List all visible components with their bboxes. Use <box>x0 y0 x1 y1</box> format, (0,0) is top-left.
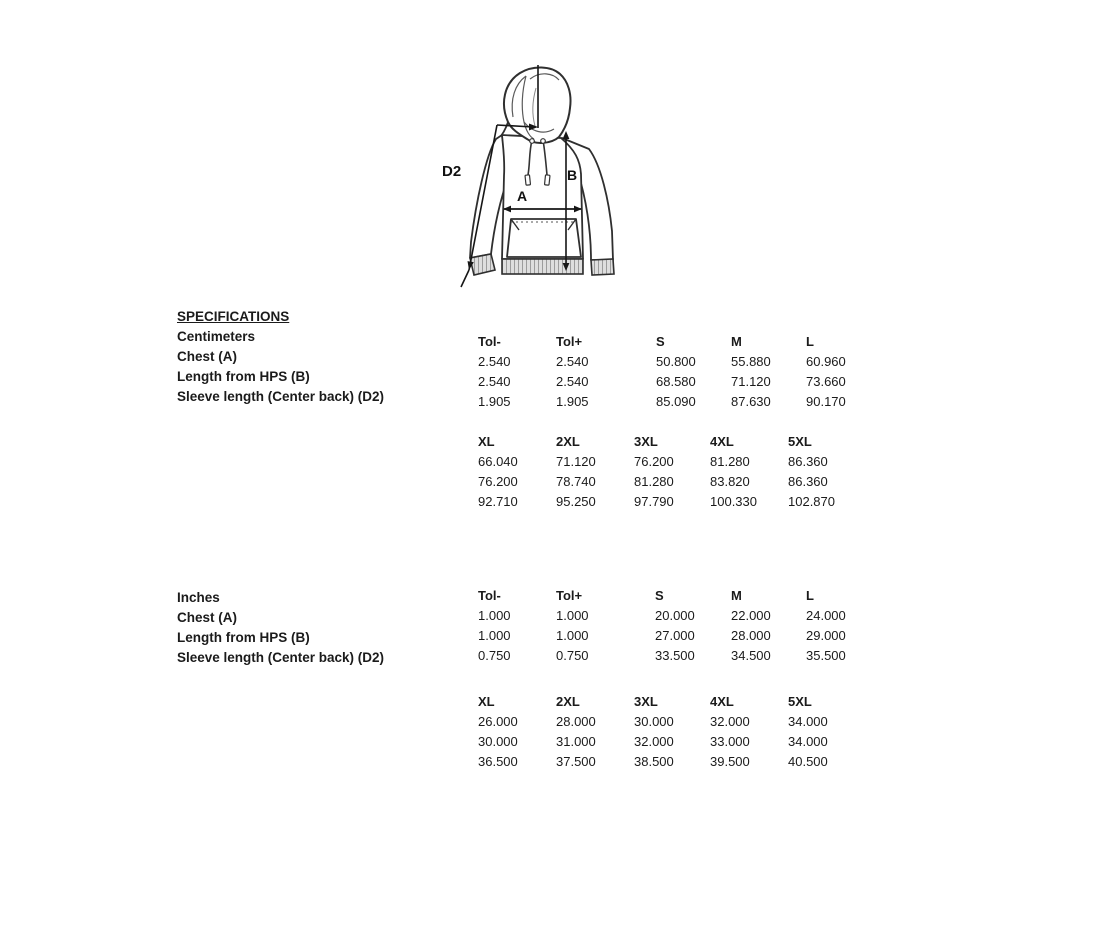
size-value-cell: 73.660 <box>806 374 846 389</box>
size-value-cell: 32.000 <box>710 714 750 729</box>
unit-label-inches: Inches <box>177 590 220 605</box>
size-column-header: Tol- <box>478 588 501 603</box>
row-label-chest-cm: Chest (A) <box>177 349 237 364</box>
size-column-header: 3XL <box>634 434 658 449</box>
hoodie-diagram <box>425 58 655 293</box>
size-column-header: 2XL <box>556 434 580 449</box>
size-column-header: XL <box>478 694 495 709</box>
size-value-cell: 28.000 <box>556 714 596 729</box>
size-value-cell: 76.200 <box>478 474 518 489</box>
size-value-cell: 40.500 <box>788 754 828 769</box>
size-value-cell: 1.000 <box>478 628 511 643</box>
measure-label-d2: D2 <box>442 163 462 180</box>
size-value-cell: 27.000 <box>655 628 695 643</box>
row-label-length-hps-in: Length from HPS (B) <box>177 630 310 645</box>
size-value-cell: 29.000 <box>806 628 846 643</box>
size-value-cell: 90.170 <box>806 394 846 409</box>
size-value-cell: 55.880 <box>731 354 771 369</box>
size-value-cell: 37.500 <box>556 754 596 769</box>
size-column-header: 4XL <box>710 434 734 449</box>
size-value-cell: 33.500 <box>655 648 695 663</box>
row-label-sleeve-cm: Sleeve length (Center back) (D2) <box>177 389 385 404</box>
size-value-cell: 2.540 <box>478 374 511 389</box>
size-value-cell: 30.000 <box>634 714 674 729</box>
size-value-cell: 81.280 <box>634 474 674 489</box>
size-value-cell: 76.200 <box>634 454 674 469</box>
size-value-cell: 34.000 <box>788 734 828 749</box>
size-value-cell: 34.500 <box>731 648 771 663</box>
size-value-cell: 26.000 <box>478 714 518 729</box>
size-value-cell: 36.500 <box>478 754 518 769</box>
size-value-cell: 33.000 <box>710 734 750 749</box>
size-value-cell: 38.500 <box>634 754 674 769</box>
size-value-cell: 87.630 <box>731 394 771 409</box>
size-column-header: 5XL <box>788 694 812 709</box>
size-value-cell: 60.960 <box>806 354 846 369</box>
cm-size-table-xl-to-5xl <box>478 435 898 517</box>
size-value-cell: 81.280 <box>710 454 750 469</box>
size-value-cell: 31.000 <box>556 734 596 749</box>
row-label-length-hps-cm: Length from HPS (B) <box>177 369 310 384</box>
size-value-cell: 2.540 <box>478 354 511 369</box>
size-value-cell: 68.580 <box>656 374 696 389</box>
size-value-cell: 34.000 <box>788 714 828 729</box>
size-column-header: L <box>806 334 814 349</box>
size-value-cell: 78.740 <box>556 474 596 489</box>
size-value-cell: 1.905 <box>478 394 511 409</box>
in-size-table-xl-to-5xl <box>478 695 898 777</box>
size-column-header: Tol+ <box>556 334 583 349</box>
size-value-cell: 92.710 <box>478 494 518 509</box>
row-label-sleeve-in: Sleeve length (Center back) (D2) <box>177 650 385 665</box>
size-value-cell: 86.360 <box>788 474 828 489</box>
size-value-cell: 2.540 <box>556 354 589 369</box>
size-column-header: L <box>806 588 814 603</box>
size-value-cell: 1.000 <box>556 608 589 623</box>
unit-label-centimeters: Centimeters <box>177 329 256 344</box>
size-value-cell: 95.250 <box>556 494 596 509</box>
measure-label-b: B <box>567 167 578 183</box>
size-value-cell: 97.790 <box>634 494 674 509</box>
size-column-header: S <box>655 588 664 603</box>
size-value-cell: 24.000 <box>806 608 846 623</box>
size-value-cell: 2.540 <box>556 374 589 389</box>
specifications-title: SPECIFICATIONS <box>177 309 290 324</box>
size-value-cell: 1.000 <box>478 608 511 623</box>
size-value-cell: 1.000 <box>556 628 589 643</box>
in-size-table-s-to-l <box>478 589 898 671</box>
size-column-header: Tol- <box>478 334 501 349</box>
size-value-cell: 32.000 <box>634 734 674 749</box>
size-value-cell: 35.500 <box>806 648 846 663</box>
size-column-header: M <box>731 334 742 349</box>
size-value-cell: 0.750 <box>556 648 589 663</box>
measure-label-a: A <box>517 188 528 204</box>
size-column-header: 4XL <box>710 694 734 709</box>
row-label-chest-in: Chest (A) <box>177 610 237 625</box>
size-value-cell: 39.500 <box>710 754 750 769</box>
size-value-cell: 100.330 <box>710 494 757 509</box>
size-value-cell: 71.120 <box>731 374 771 389</box>
size-value-cell: 85.090 <box>656 394 696 409</box>
size-column-header: S <box>656 334 665 349</box>
size-value-cell: 20.000 <box>655 608 695 623</box>
cm-size-table-s-to-l <box>478 335 898 417</box>
size-value-cell: 83.820 <box>710 474 750 489</box>
size-column-header: 5XL <box>788 434 812 449</box>
size-value-cell: 66.040 <box>478 454 518 469</box>
size-value-cell: 0.750 <box>478 648 511 663</box>
size-value-cell: 30.000 <box>478 734 518 749</box>
size-column-header: Tol+ <box>556 588 583 603</box>
size-column-header: 3XL <box>634 694 658 709</box>
size-value-cell: 22.000 <box>731 608 771 623</box>
size-value-cell: 1.905 <box>556 394 589 409</box>
size-column-header: 2XL <box>556 694 580 709</box>
size-value-cell: 28.000 <box>731 628 771 643</box>
size-value-cell: 50.800 <box>656 354 696 369</box>
size-value-cell: 71.120 <box>556 454 596 469</box>
size-column-header: XL <box>478 434 495 449</box>
size-value-cell: 86.360 <box>788 454 828 469</box>
size-column-header: M <box>731 588 742 603</box>
size-value-cell: 102.870 <box>788 494 835 509</box>
